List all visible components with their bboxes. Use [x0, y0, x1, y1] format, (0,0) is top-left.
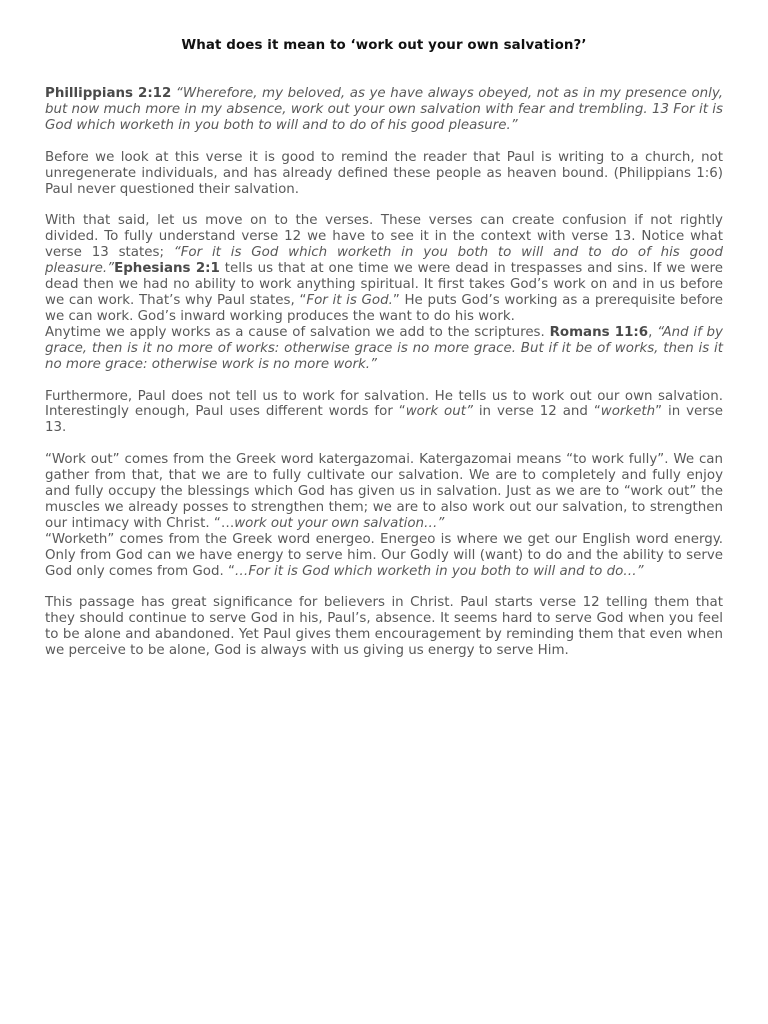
paragraph-text: With that said, let us move on to the verses. These verses can create confusion if not rightly divided. To fully understand verse 12 we have to see it in the context with verse 13. Notice what verse 13 states;: [45, 213, 723, 261]
paragraph-text: Anytime we apply works as a cause of salvation we add to the scriptures.: [45, 324, 550, 340]
paragraph-romans: [45, 325, 723, 373]
paragraph-text: ” in verse 13.: [45, 404, 724, 436]
scripture-quote: For it is God.: [306, 292, 393, 308]
scripture-quote: “Wherefore, my beloved, as ye have always obeyed, not as in my presence only, but now much more in my absence, work out your own salvation with fear and trembling. 13 For it is God which worketh in you both to will and to do of his good pleasure.”: [45, 86, 723, 133]
paragraph-text: Before we look at this verse it is good to remind the reader that Paul is writing to a church, not unregenerate individuals, and has already defined these people as heaven bound. (Philippians 1:6) Paul never questioned their salvation.: [45, 149, 723, 197]
emphasis-text: worketh: [600, 404, 656, 420]
paragraph-text: “Work out” comes from the Greek word katergazomai. Katergazomai means “to work fully”. We can gather from that, that we are to fully cultivate our salvation. We are to completely and fully enjoy and fully occupy the blessings which God has given us in salvation. Just as we are to “work out” the muscles we already posses to strengthen them; we are to also work out our salvation, to strengthen our intimacy with Christ. “…: [45, 452, 723, 531]
scripture-reference: Romans 11:6: [549, 324, 649, 340]
paragraph-text: ,: [648, 324, 658, 340]
paragraph-energeo: [45, 532, 723, 580]
paragraph-text: tells us that at one time we were dead in trespasses and sins. If we were dead then we had no ability to work anything spiritual. It first takes God’s work on and in us before we can work. That’s why Paul states, “: [45, 261, 723, 308]
scripture-quote: “For it is God which worketh in you both to will and to do of his good pleasure.”: [45, 245, 723, 277]
paragraph-katergazomai: [45, 452, 723, 532]
emphasis-text: work out”: [405, 404, 473, 420]
paragraph-work-out: [45, 389, 723, 437]
document-page: [45, 38, 723, 659]
paragraph-text: in verse 12 and “: [472, 404, 601, 420]
paragraph-significance: [45, 595, 723, 659]
paragraph-context: [45, 150, 723, 198]
paragraph-text: Furthermore, Paul does not tell us to work for salvation. He tells us to work out our own salvation. Interestingly enough, Paul uses different words for “: [45, 388, 723, 420]
scripture-quote: “And if by grace, then is it no more of works: otherwise grace is no more grace. But if it be of works, then is it no more grace: otherwise work is no more work.”: [45, 324, 723, 372]
scripture-reference: Phillippians 2:12: [45, 86, 172, 101]
paragraph-verses: [45, 213, 723, 324]
paragraph-text: This passage has great significance for believers in Christ. Paul starts verse 12 telling them that they should continue to serve God in his, Paul’s, absence. It seems hard to serve God when you feel to be alone and abandoned. Yet Paul gives them encouragement by reminding them that even when we perceive to be alone, God is always with us giving us energy to serve Him.: [45, 595, 723, 659]
scripture-quote: …For it is God which worketh in you both to will and to do…”: [234, 563, 644, 579]
page-title: What does it mean to ‘work out your own salvation?’: [181, 38, 587, 53]
paragraph-philippians-verse: [45, 86, 723, 134]
paragraph-text: ” He puts God’s working as a prerequisite before we can work. God’s inward working produces the want to do his work.: [45, 292, 723, 324]
scripture-reference: Ephesians 2:1: [114, 261, 220, 277]
paragraph-text: “Worketh” comes from the Greek word energeo. Energeo is where we get our English word energy. Only from God can we have energy to serve him. Our Godly will (want) to do and the ability to serve God only comes from God. “: [45, 531, 723, 579]
scripture-quote: work out your own salvation…”: [234, 515, 445, 531]
